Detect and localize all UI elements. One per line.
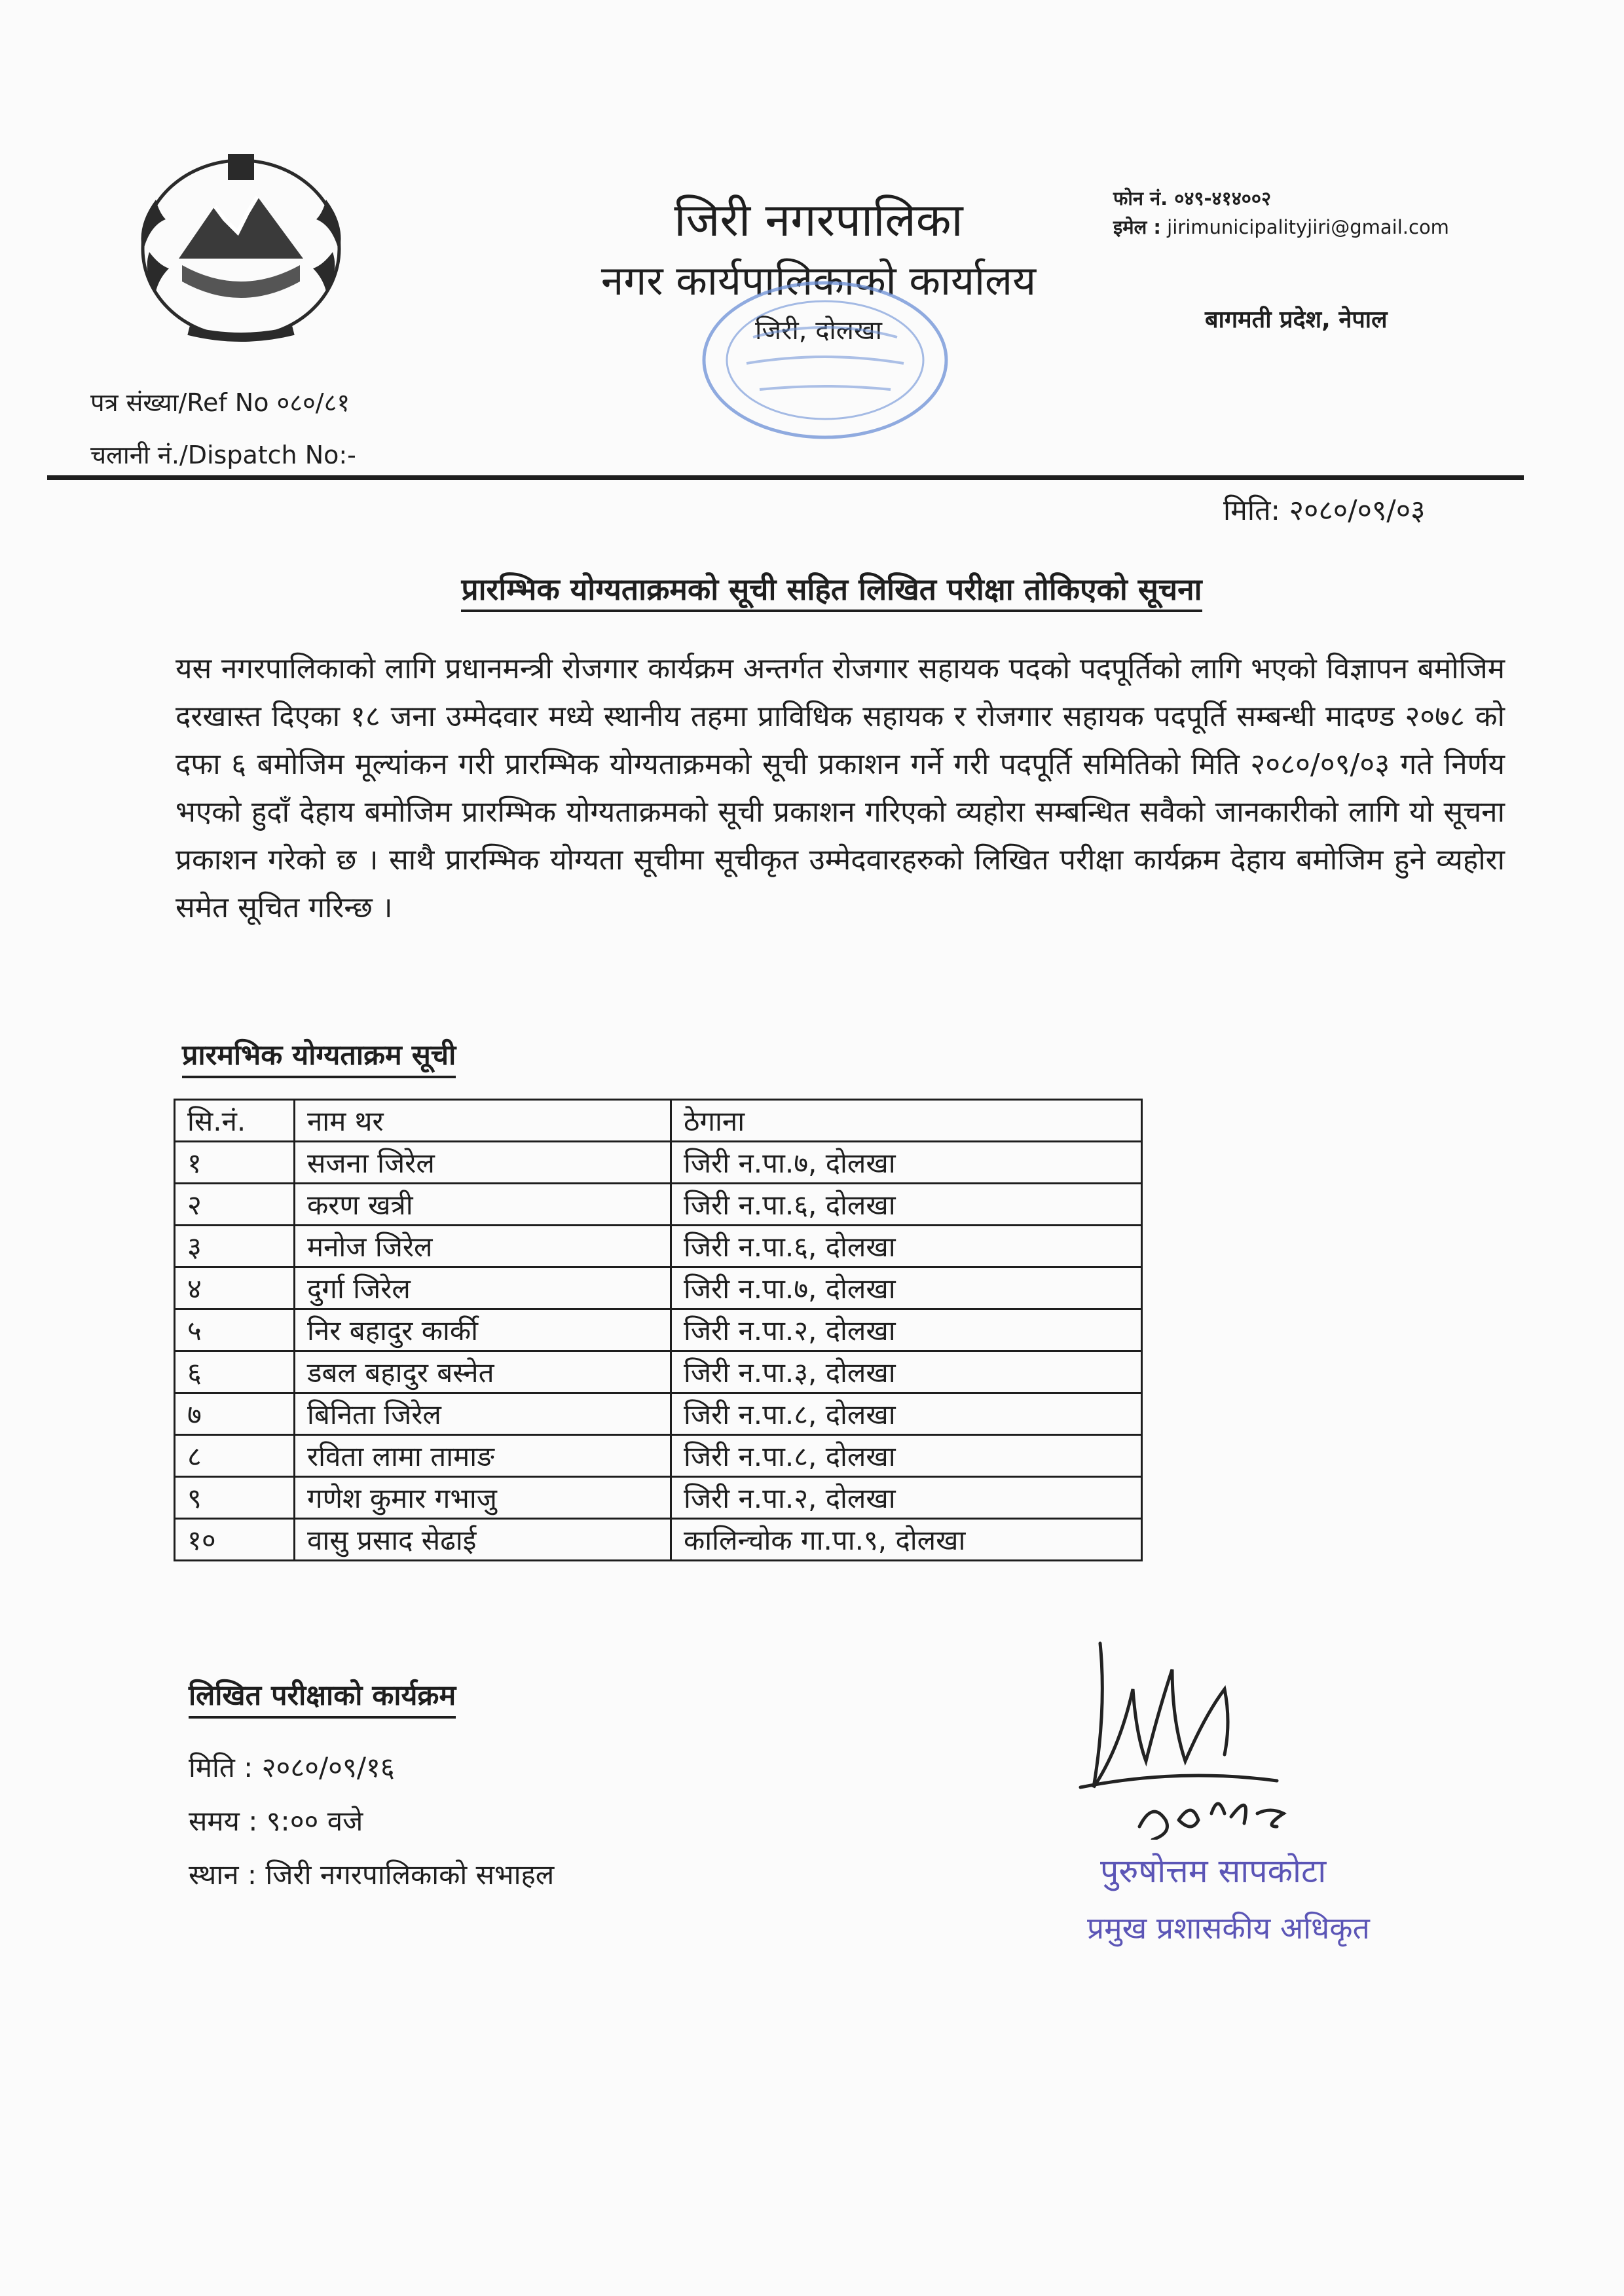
cell-serial: २: [175, 1184, 295, 1226]
applicant-table: [174, 1099, 1143, 1561]
cell-serial: ८: [175, 1435, 295, 1477]
header-divider: [47, 475, 1524, 480]
handwritten-signature-icon: [1061, 1591, 1388, 1840]
table-row: [175, 1267, 1142, 1309]
dispatch-number: चलानी नं./Dispatch No:-: [90, 441, 356, 469]
header-name: नाम थर: [295, 1100, 671, 1142]
table-row: [175, 1393, 1142, 1435]
cell-name: डबल बहादुर बस्नेत: [295, 1351, 671, 1393]
cell-name: बिनिता जिरेल: [295, 1393, 671, 1435]
office-location: जिरी, दोलखा: [755, 316, 882, 346]
table-row: [175, 1184, 1142, 1226]
phone-number: फोन नं. ०४९-४१४००२: [1113, 187, 1272, 210]
cell-serial: ७: [175, 1393, 295, 1435]
letter-date: मिति: २०८०/०९/०३: [1223, 494, 1426, 527]
signatory-name: पुरुषोत्तम सापकोटा: [1100, 1852, 1327, 1890]
cell-address: जिरी न.पा.२, दोलखा: [671, 1309, 1142, 1351]
cell-name: करण खत्री: [295, 1184, 671, 1226]
cell-address: कालिन्चोक गा.पा.९, दोलखा: [671, 1519, 1142, 1561]
header-address: ठेगाना: [671, 1100, 1142, 1142]
cell-name: वासु प्रसाद सेढाई: [295, 1519, 671, 1561]
table-row: [175, 1226, 1142, 1267]
cell-name: दुर्गा जिरेल: [295, 1267, 671, 1309]
cell-serial: १०: [175, 1519, 295, 1561]
cell-serial: ५: [175, 1309, 295, 1351]
cell-name: गणेश कुमार गभाजु: [295, 1477, 671, 1519]
cell-serial: ६: [175, 1351, 295, 1393]
signatory-role: प्रमुख प्रशासकीय अधिकृत: [1087, 1910, 1370, 1946]
table-row: [175, 1519, 1142, 1561]
cell-address: जिरी न.पा.६, दोलखा: [671, 1184, 1142, 1226]
table-row: [175, 1142, 1142, 1184]
cell-name: रविता लामा तामाङ: [295, 1435, 671, 1477]
province-name: बागमती प्रदेश, नेपाल: [1205, 306, 1388, 333]
cell-address: जिरी न.पा.८, दोलखा: [671, 1435, 1142, 1477]
cell-address: जिरी न.पा.८, दोलखा: [671, 1393, 1142, 1435]
cell-name: सजना जिरेल: [295, 1142, 671, 1184]
table-row: [175, 1435, 1142, 1477]
cell-address: जिरी न.पा.२, दोलखा: [671, 1477, 1142, 1519]
municipality-name: जिरी नगरपालिका: [674, 193, 963, 247]
notice-title: [131, 568, 1532, 609]
cell-serial: ९: [175, 1477, 295, 1519]
exam-schedule-title: लिखित परीक्षाको कार्यक्रम: [189, 1675, 456, 1719]
email-label: इमेल :: [1113, 216, 1161, 238]
table-row: [175, 1477, 1142, 1519]
cell-address: जिरी न.पा.७, दोलखा: [671, 1267, 1142, 1309]
exam-venue: स्थान : जिरी नगरपालिकाको सभाहल: [189, 1859, 555, 1891]
ref-number: पत्र संख्या/Ref No ०८०/८१: [90, 388, 350, 417]
exam-time: समय : ९:०० वजे: [189, 1805, 363, 1837]
notice-title-text: प्रारम्भिक योग्यताक्रमको सूची सहित लिखित परीक्षा तोकिएको सूचना: [461, 572, 1202, 612]
list-title: प्रारमभिक योग्यताक्रम सूची: [182, 1034, 456, 1078]
notice-body: यस नगरपालिकाको लागि प्रधानमन्त्री रोजगार कार्यक्रम अन्तर्गत रोजगार सहायक पदको पदपूर्तिको लागि भएको विज्ञापन बमोजिम दरखास्त दिएका १८ जना उम्मेदवार मध्ये स्थानीय तहमा प्राविधिक सहायक र रोजगार सहायक पदपूर्ति सम्बन्धी मादण्ड २०७८ को दफा ६ बमोजिम मूल्यांकन गरी प्रारम्भिक योग्यताक्रमको सूची प्रकाशन गर्ने गरी पदपूर्ति समितिको मिति २०८०/०९/०३ गते निर्णय भएको हुदाँ देहाय बमोजिम प्रारम्भिक योग्यताक्रमको सूची प्रकाशन गरिएको व्यहोरा सम्बन्धित सवैको जानकारीको लागि यो सूचना प्रकाशन गरेको छ । साथै प्रारम्भिक योग्यता सूचीमा सूचीकृत उम्मेदवारहरुको लिखित परीक्षा कार्यक्रम देहाय बमोजिम हुने व्यहोरा समेत सूचित गरिन्छ ।: [175, 652, 1505, 924]
header-serial: सि.नं.: [175, 1100, 295, 1142]
email-address: jirimunicipalityjiri@gmail.com: [1167, 216, 1449, 238]
cell-name: निर बहादुर कार्की: [295, 1309, 671, 1351]
cell-name: मनोज जिरेल: [295, 1226, 671, 1267]
cell-serial: ३: [175, 1226, 295, 1267]
office-name: नगर कार्यपालिकाको कार्यालय: [600, 257, 1037, 304]
cell-address: जिरी न.पा.३, दोलखा: [671, 1351, 1142, 1393]
office-stamp-icon: [681, 272, 969, 448]
cell-address: जिरी न.पा.६, दोलखा: [671, 1226, 1142, 1267]
table-row: [175, 1351, 1142, 1393]
table-header-row: [175, 1100, 1142, 1142]
cell-serial: ४: [175, 1267, 295, 1309]
exam-date: मिति : २०८०/०९/१६: [189, 1751, 395, 1783]
cell-serial: १: [175, 1142, 295, 1184]
table-row: [175, 1309, 1142, 1351]
cell-address: जिरी न.पा.७, दोलखा: [671, 1142, 1142, 1184]
email-line: [1113, 214, 1449, 240]
nepal-emblem-icon: [117, 134, 365, 350]
